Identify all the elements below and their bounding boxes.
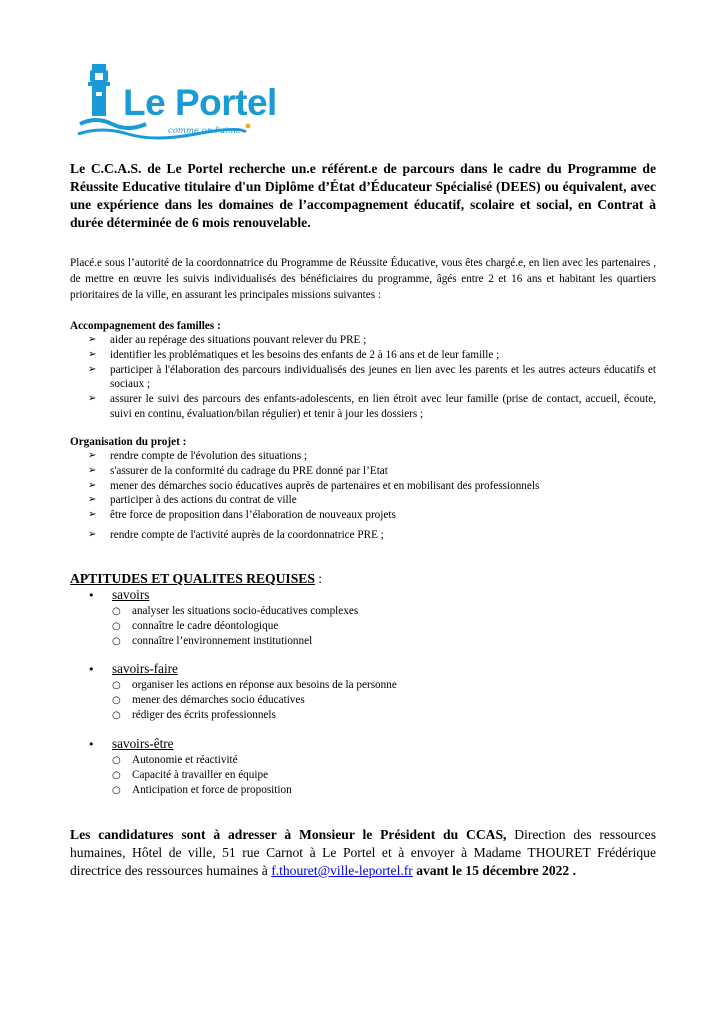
aptitudes-title: APTITUDES ET QUALITES REQUISES :	[70, 571, 323, 586]
list-item: ○ connaître le cadre déontologique	[112, 620, 279, 632]
arrow-bullet-icon: ➢	[88, 479, 97, 491]
circle-bullet-icon: ○	[112, 621, 121, 632]
list-item: ○ connaître l’environnement institutionnel	[112, 635, 313, 647]
circle-bullet-icon: ○	[112, 636, 121, 647]
project-list	[88, 449, 656, 523]
logo-brand-text: Le Portel	[123, 82, 277, 123]
arrow-bullet-icon: ➢	[88, 334, 97, 345]
mission-paragraph: Placé.e sous l’autorité de la coordonnatrice du Programme de Réussite Éducative, vous êtes chargé.e, en lien avec les partenaires , de mettre en œuvre les suivis individualisés des bénéficiaires du programme, âgés entre 2 et 16 ans et habitant les quartiers prioritaires de la ville, en assurant les principales missions suivantes :	[70, 257, 656, 301]
bullet-dot-icon: •	[88, 589, 95, 602]
list-item: ➢ s'assurer de la conformité du cadrage du PRE donné par l’Etat	[88, 464, 388, 477]
list-item: ➢ assurer le suivi des parcours des enfants-adolescents, en lien étroit avec leur famille (prise de contact, accueil, écoute, suivi en continu, évaluation/bilan régulier) et tenir à jour les dossiers ;	[88, 393, 656, 420]
circle-bullet-icon: ○	[112, 680, 121, 691]
list-item: ➢ rendre compte de l'évolution des situations ;	[88, 450, 308, 462]
arrow-bullet-icon: ➢	[88, 393, 97, 405]
list-item: ➢ être force de proposition dans l’élaboration de nouveaux projets	[88, 509, 396, 522]
logo-tagline: comme on l'aime	[168, 126, 241, 136]
list-item: ○ organiser les actions en réponse aux besoins de la personne	[112, 679, 397, 691]
list-item: ○ analyser les situations socio-éducatives complexes	[112, 605, 359, 617]
circle-bullet-icon: ○	[112, 770, 121, 781]
list-item: ➢ participer à des actions du contrat de ville	[88, 494, 297, 507]
le-portel-logo	[76, 56, 277, 146]
hr-email-link[interactable]: f.thouret@ville-leportel.fr	[271, 863, 413, 878]
families-list	[88, 333, 656, 422]
project-list-last	[88, 528, 656, 543]
list-item: ○ Capacité à travailler en équipe	[112, 769, 269, 781]
arrow-bullet-icon: ➢	[88, 363, 97, 375]
arrow-bullet-icon: ➢	[88, 450, 97, 461]
group-heading: savoirs	[112, 587, 150, 602]
list-item: ➢ aider au repérage des situations pouvant relever du PRE ;	[88, 334, 367, 346]
circle-bullet-icon: ○	[112, 785, 121, 796]
families-section-title: Accompagnement des familles :	[70, 320, 221, 332]
list-item: ➢ rendre compte de l'activité auprès de la coordonnatrice PRE ;	[88, 529, 384, 541]
savoirs-faire-group	[88, 661, 588, 723]
job-intro: Le C.C.A.S. de Le Portel recherche un.e référent.e de parcours dans le cadre du Programme de Réussite Educative titulaire d'un Diplôme d’État d’Éducateur Spécialisé (DEES) ou équivalent, avec une expérience dans les domaines de l’accompagnement éducatif, scolaire et social, en Contrat à durée déterminée de 6 mois renouvelable.	[70, 161, 656, 230]
circle-bullet-icon: ○	[112, 695, 121, 706]
bullet-dot-icon: •	[88, 738, 95, 751]
savoirs-group	[88, 587, 588, 649]
arrow-bullet-icon: ➢	[88, 529, 97, 540]
project-section-title: Organisation du projet :	[70, 436, 187, 448]
arrow-bullet-icon: ➢	[88, 348, 97, 360]
list-item: ➢ participer à l'élaboration des parcours individualisés des jeunes en lien avec les parents et les autres acteurs éducatifs et sociaux ;	[88, 363, 656, 391]
circle-bullet-icon: ○	[112, 710, 121, 721]
group-heading: savoirs-être	[112, 736, 174, 751]
list-item: ○ rédiger des écrits professionnels	[112, 709, 276, 721]
arrow-bullet-icon: ➢	[88, 494, 97, 506]
bullet-dot-icon: •	[88, 663, 95, 676]
group-heading: savoirs-faire	[112, 661, 178, 676]
list-item: ➢ mener des démarches socio éducatives auprès de partenaires et en mobilisant des professionnels	[88, 479, 540, 492]
list-item: ○ mener des démarches socio éducatives	[112, 694, 305, 706]
circle-bullet-icon: ○	[112, 755, 121, 766]
savoirs-etre-group	[88, 736, 588, 798]
list-item: ➢ identifier les problématiques et les besoins des enfants de 2 à 16 ans et de leur famille ;	[88, 348, 500, 361]
list-item: ○ Anticipation et force de proposition	[112, 784, 292, 796]
list-item: ○ Autonomie et réactivité	[112, 754, 238, 766]
circle-bullet-icon: ○	[112, 606, 121, 617]
application-instructions: Les candidatures sont à adresser à Monsieur le Président du CCAS, Direction des ressources humaines, Hôtel de ville, 51 rue Carnot à Le Portel et à envoyer à Madame THOURET Frédérique directrice des ressources humaines à f.thouret@ville-leportel.fr avant le 15 décembre 2022 .	[70, 827, 656, 878]
arrow-bullet-icon: ➢	[88, 509, 97, 521]
arrow-bullet-icon: ➢	[88, 464, 97, 476]
